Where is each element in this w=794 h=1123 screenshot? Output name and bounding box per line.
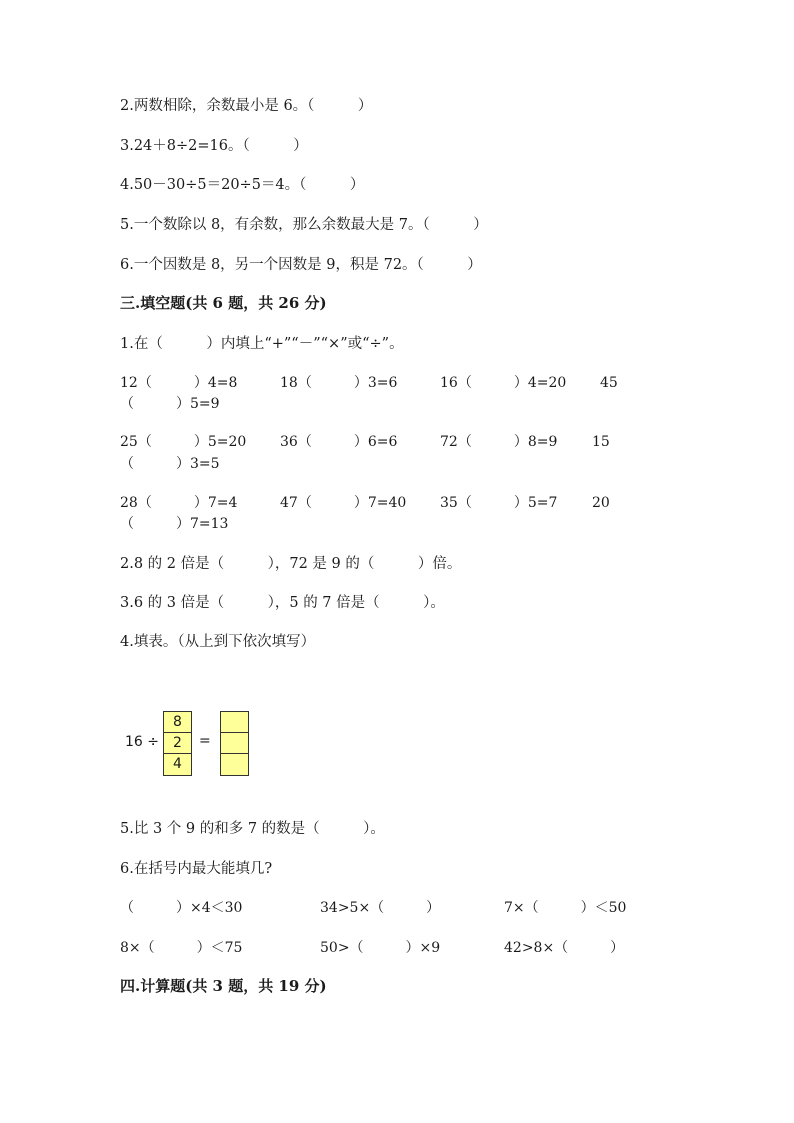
divisor-column [163, 711, 192, 776]
judge-q5: 5.一个数除以 8，有余数，那么余数最大是 7。（ ） [120, 217, 488, 233]
answer-cell[interactable] [221, 733, 248, 754]
judge-q6: 6.一个因数是 8，另一个因数是 9，积是 72。（ ） [120, 257, 482, 273]
fill-q1-item: 16（ ）4=20 [440, 375, 567, 391]
fill-q1-item: 25（ ）5=20 [120, 434, 247, 450]
fill-q5: 5.比 3 个 9 的和多 7 的数是（ ）。 [120, 821, 385, 837]
fill-q6-item: 34>5×（ ） [320, 900, 441, 916]
fill-q1-item: 47（ ）7=40 [280, 495, 407, 511]
fill-q1-item: 28（ ）7=4 [120, 495, 238, 511]
fill-q1-stem: 1.在（ ）内填上“+”“－”“×”或“÷”。 [120, 336, 404, 352]
fill-q1-item: 35（ ）5=7 [440, 495, 558, 511]
dividend-label: 16 ÷ [125, 734, 159, 750]
fill-q6-item: 50>（ ）×9 [320, 940, 441, 956]
fill-q4-stem: 4.填表。（从上到下依次填写） [120, 634, 316, 650]
fill-q6-item: 42>8×（ ） [504, 940, 625, 956]
section3-title: 三.填空题(共 6 题，共 26 分) [120, 294, 327, 312]
divisor-cell: 2 [164, 733, 191, 754]
fill-q1-item: 72（ ）8=9 [440, 434, 558, 450]
fill-q1-item: 20 [592, 495, 610, 511]
fill-q1-item: （ ）3=5 [120, 456, 220, 472]
equals-sign: = [199, 733, 211, 749]
fill-q6-stem: 6.在括号内最大能填几? [120, 861, 273, 877]
fill-q6-item: （ ）×4＜30 [120, 900, 243, 916]
fill-q6-item: 7×（ ）＜50 [504, 900, 627, 916]
fill-q1-item: 45 [600, 375, 618, 391]
fill-q1-item: 12（ ）4=8 [120, 375, 238, 391]
divisor-cell: 8 [164, 712, 191, 733]
answer-cell[interactable] [221, 712, 248, 733]
fill-q1-item: 36（ ）6=6 [280, 434, 398, 450]
judge-q2: 2.两数相除，余数最小是 6。（ ） [120, 98, 373, 114]
fill-q2: 2.8 的 2 倍是（ ），72 是 9 的（ ）倍。 [120, 556, 462, 572]
section4-title: 四.计算题(共 3 题，共 19 分) [120, 977, 327, 995]
answer-column[interactable] [220, 711, 249, 776]
fill-q1-item: 15 [592, 434, 610, 450]
fill-q1-item: （ ）7=13 [120, 516, 229, 532]
answer-cell[interactable] [221, 754, 248, 775]
divisor-cell: 4 [173, 756, 182, 772]
fill-q6-item: 8×（ ）＜75 [120, 940, 243, 956]
fill-q1-item: （ ）5=9 [120, 396, 220, 412]
judge-q4: 4.50－30÷5＝20÷5＝4。（ ） [120, 177, 365, 193]
fill-q1-item: 18（ ）3=6 [280, 375, 398, 391]
judge-q3: 3.24＋8÷2=16。（ ） [120, 138, 308, 154]
fill-q3: 3.6 的 3 倍是（ ），5 的 7 倍是（ ）。 [120, 595, 445, 611]
